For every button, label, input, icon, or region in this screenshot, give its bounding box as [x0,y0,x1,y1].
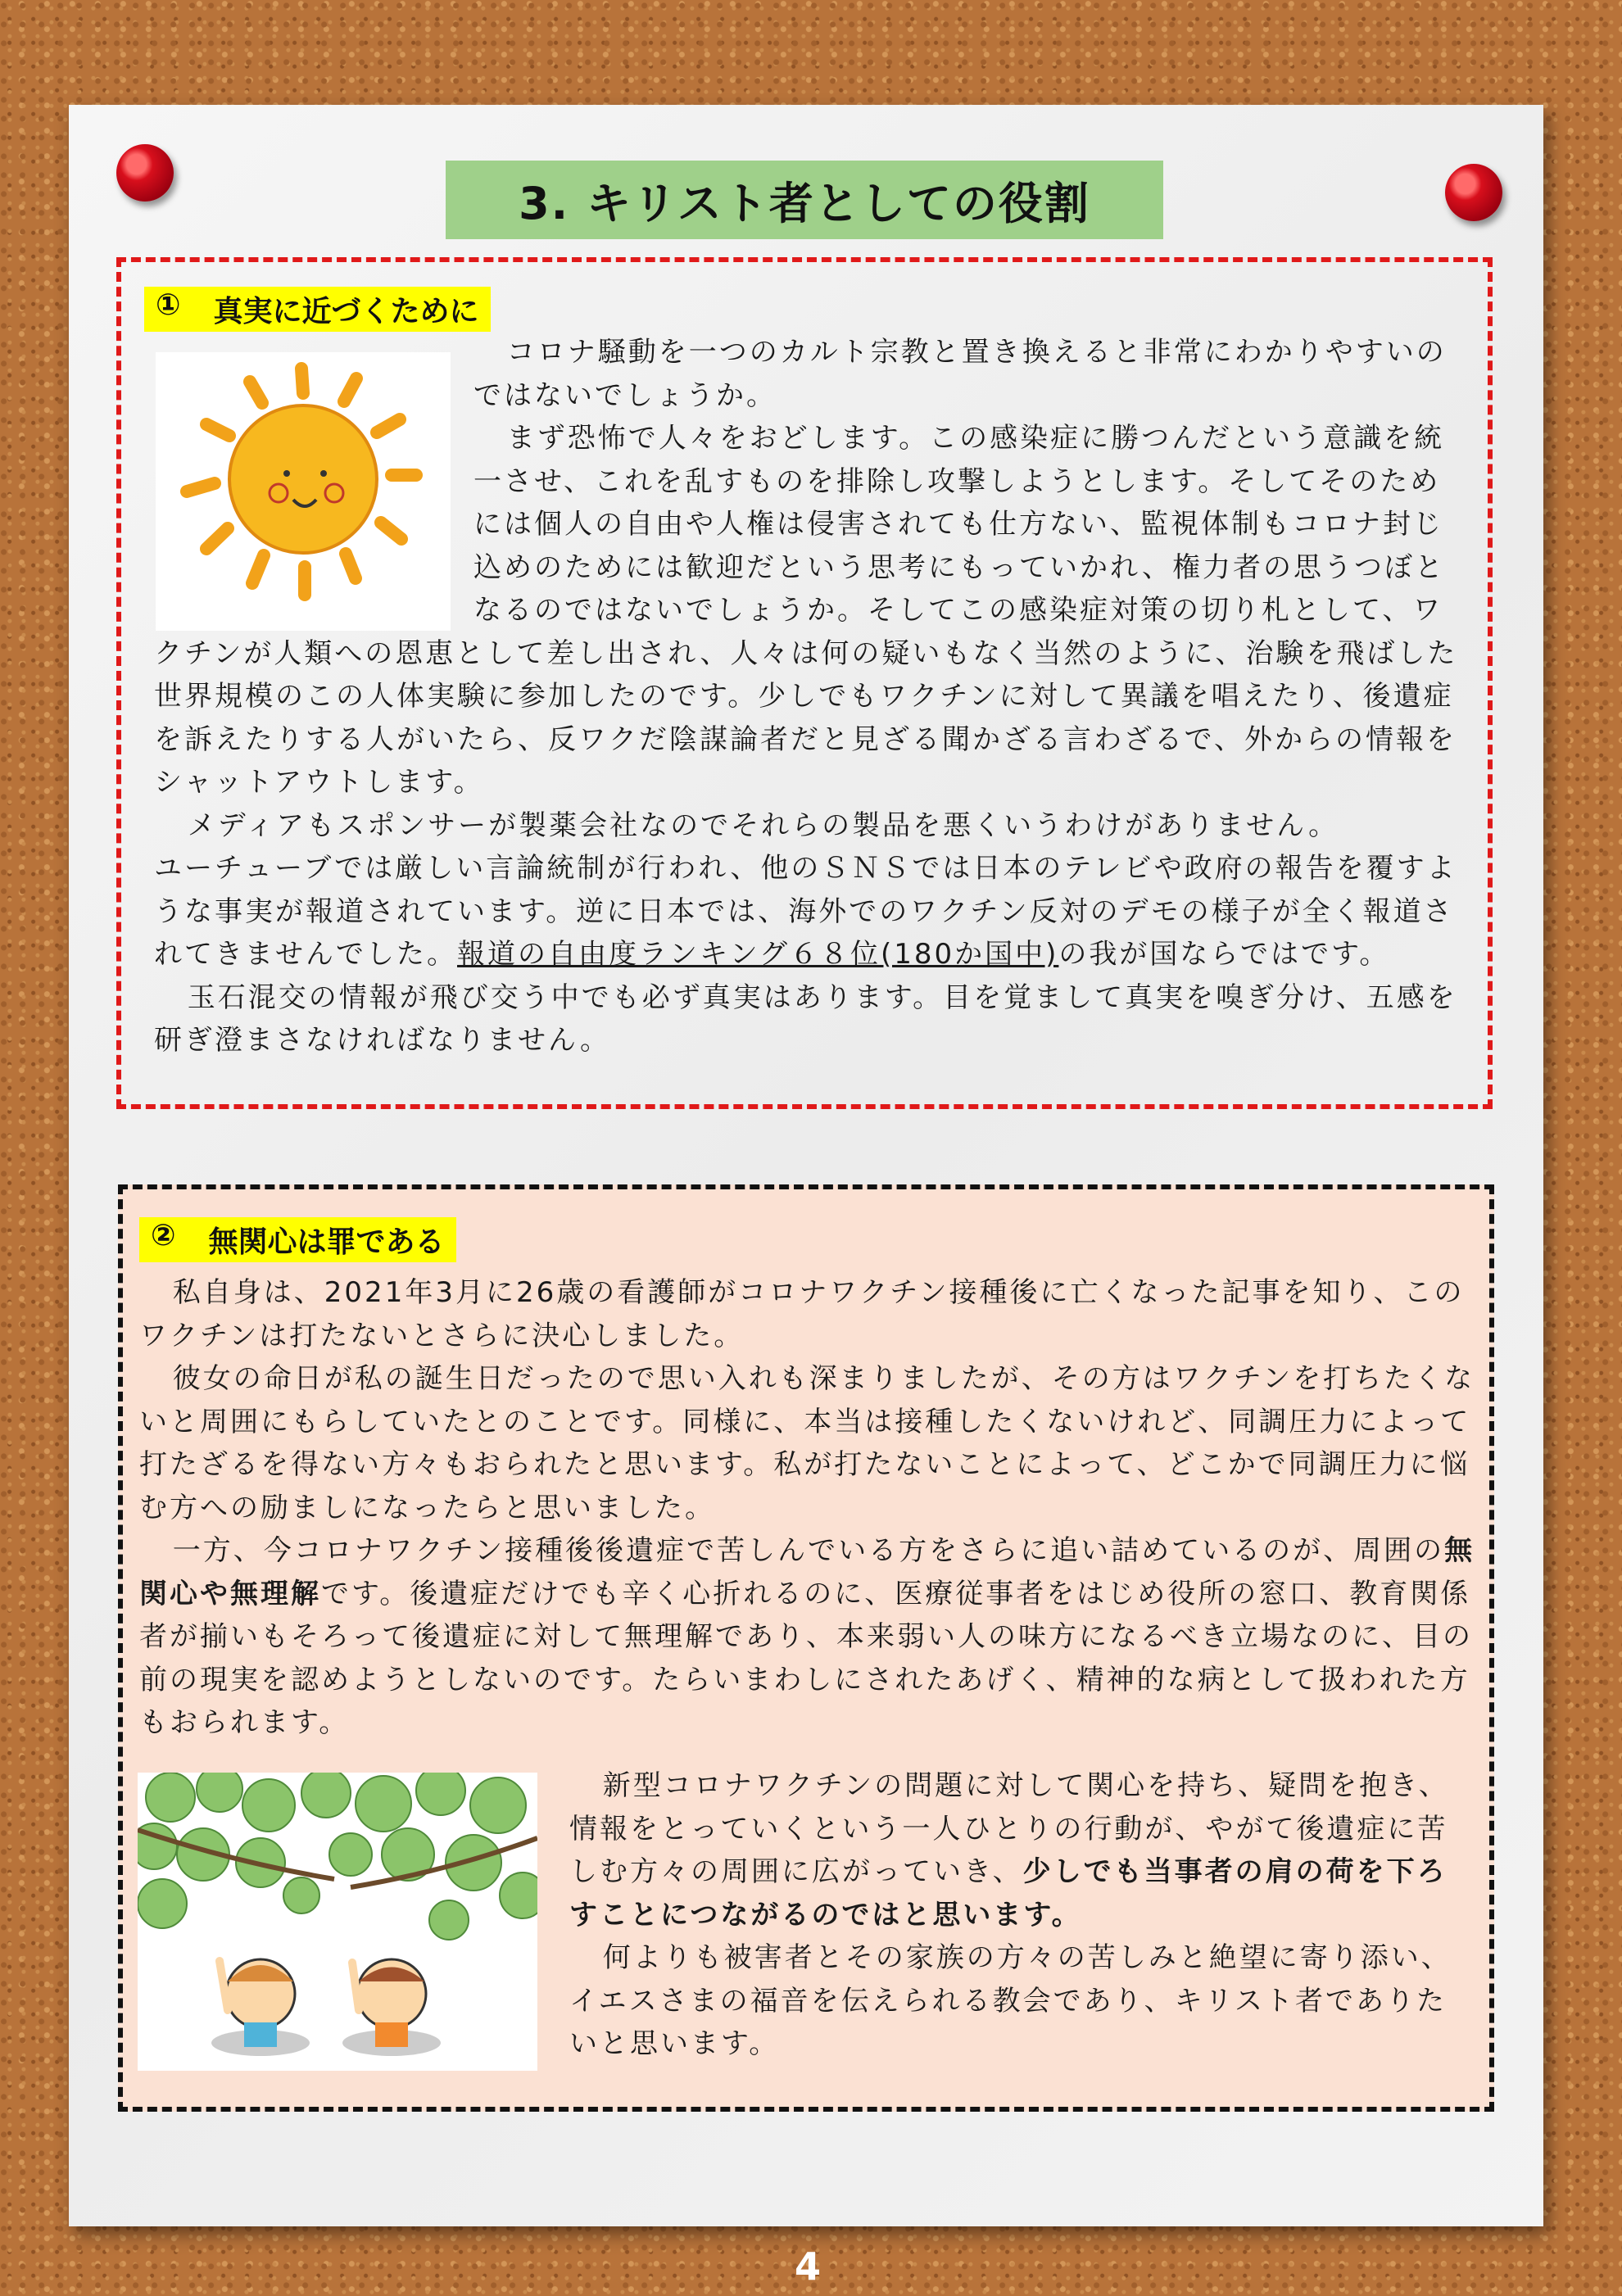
section-1-body [154,331,1461,1062]
section-2-box [118,1184,1494,2112]
bold-text: や [200,1577,230,1610]
paragraph: 玉石混交の情報が飛び交う中でも必ず真実はあります。目を覚まして真実を嗅ぎ分け、五感を研ぎ澄まさなければなりません。 [154,980,1457,1057]
underlined-ranking-text: 報道の自由度ランキング６８位(180か国中) [457,938,1059,971]
bold-text: 無関心 [139,1534,1475,1610]
section-2-body-side [569,1764,1470,2066]
bold-text: 無理解 [230,1577,321,1610]
page-title: 3. キリスト者としての役割 [519,177,1090,229]
section-2-number: ② [151,1219,176,1252]
paragraph [139,1529,1483,1745]
section-1-number: ① [156,288,181,322]
paragraph-text: です。後遺症だけでも辛く心折れるのに、医療従事者をはじめ役所の窓口、教育関係者が揃いもそろって後遺症に対して無理解であり、本来弱い人の味方になるべき立場なのに、目の前の現実を認めようとしないのです。たらいまわしにされたあげく、精神的な病として扱われた方もおられます。 [139,1577,1473,1739]
paragraph: まず恐怖で人々をおどします。この感染症に勝つんだという意識を統一させ、これを乱すものを排除し攻撃しようとします。そしてそのためには個人の自由や人権は侵害されても仕方ない、監視体制もコロナ封じ込めのためには歓迎だという思考にもっていかれ、権力者の思うつぼとなるのではないでしょうか。そしてこの感染症対策の切り札として、ワクチンが人類への恩恵として差し出され、人々は何の疑いもなく当然のように、治験を飛ばした世界規模のこの人体実験に参加したのです。少しでもワクチンに対して異議を唱えたり、後遺症を訴えたりする人がいたら、反ワクだ陰謀論者だと見ざる聞かざる言わざるで、外からの情報をシャットアウトします。 [154,422,1458,799]
paragraph: 何よりも被害者とその家族の方々の苦しみと絶望に寄り添い、イエスさまの福音を伝えられる教会であり、キリスト者でありたいと思います。 [569,1941,1452,2060]
section-2-title: 無関心は罪である [208,1225,445,1259]
bold-text: 少しでも当事者の肩の荷を下ろすことにつながるのではと思います。 [569,1855,1448,1931]
paragraph: コロナ騒動を一つのカルト宗教と置き換えると非常にわかりやすいのではないでしょうか。 [473,336,1447,412]
paragraph-text: 新型コロナワクチンの問題に対して関心を持ち、疑問を抱き、情報をとっていくという一人ひとりの行動が、やがて後遺症に苦しむ方々の周囲に広がっていき、 [569,1769,1449,1888]
paragraph: メディアもスポンサーが製薬会社なのでそれらの製品を悪くいうわけがありません。 [187,808,1339,842]
pushpin-icon [116,144,174,202]
paper-sheet [69,105,1543,2226]
paragraph-text: の我が国ならではです。 [1058,938,1390,971]
pushpin-icon [1445,164,1502,221]
section-2-heading [139,1217,456,1262]
paragraph: 私自身は、2021年3月に26歳の看護師がコロナワクチン接種後に亡くなった記事を知り、このワクチンは打たないとさらに決心しました。 [139,1276,1465,1352]
paragraph-text: ユーチューブでは厳しい言論統制が行われ、他のＳＮＳでは日本のテレビや政府の報告を覆すような事実が報道されています。逆に日本では、海外でのワクチン反対のデモの様子が全く報道されてきませんでした。 [154,852,1457,971]
section-1-box [116,257,1493,1109]
title-banner [446,161,1163,239]
section-2-body [139,1271,1483,1745]
paragraph [569,1764,1470,1936]
section-1-heading [144,287,491,332]
tree-canopy-icon [138,1773,537,2071]
paragraph-text: 一方、今コロナワクチン接種後後遺症で苦しんでいる方をさらに追い詰めているのが、周囲の [172,1534,1445,1567]
paragraph: 彼女の命日が私の誕生日だったので思い入れも深まりましたが、その方はワクチンを打ちたくないと周囲にもらしていたとのことです。同様に、本当は接種したくないけれど、同調圧力によって打たざるを得ない方々もおられたと思います。私が打たないことによって、どこかで同調圧力に悩む方への励ましになったらと思いました。 [139,1362,1475,1524]
page-number: 4 [795,2244,822,2289]
tree-children-illustration [138,1773,537,2071]
section-1-title: 真実に近づくために [213,295,479,328]
paragraph [154,847,1461,976]
